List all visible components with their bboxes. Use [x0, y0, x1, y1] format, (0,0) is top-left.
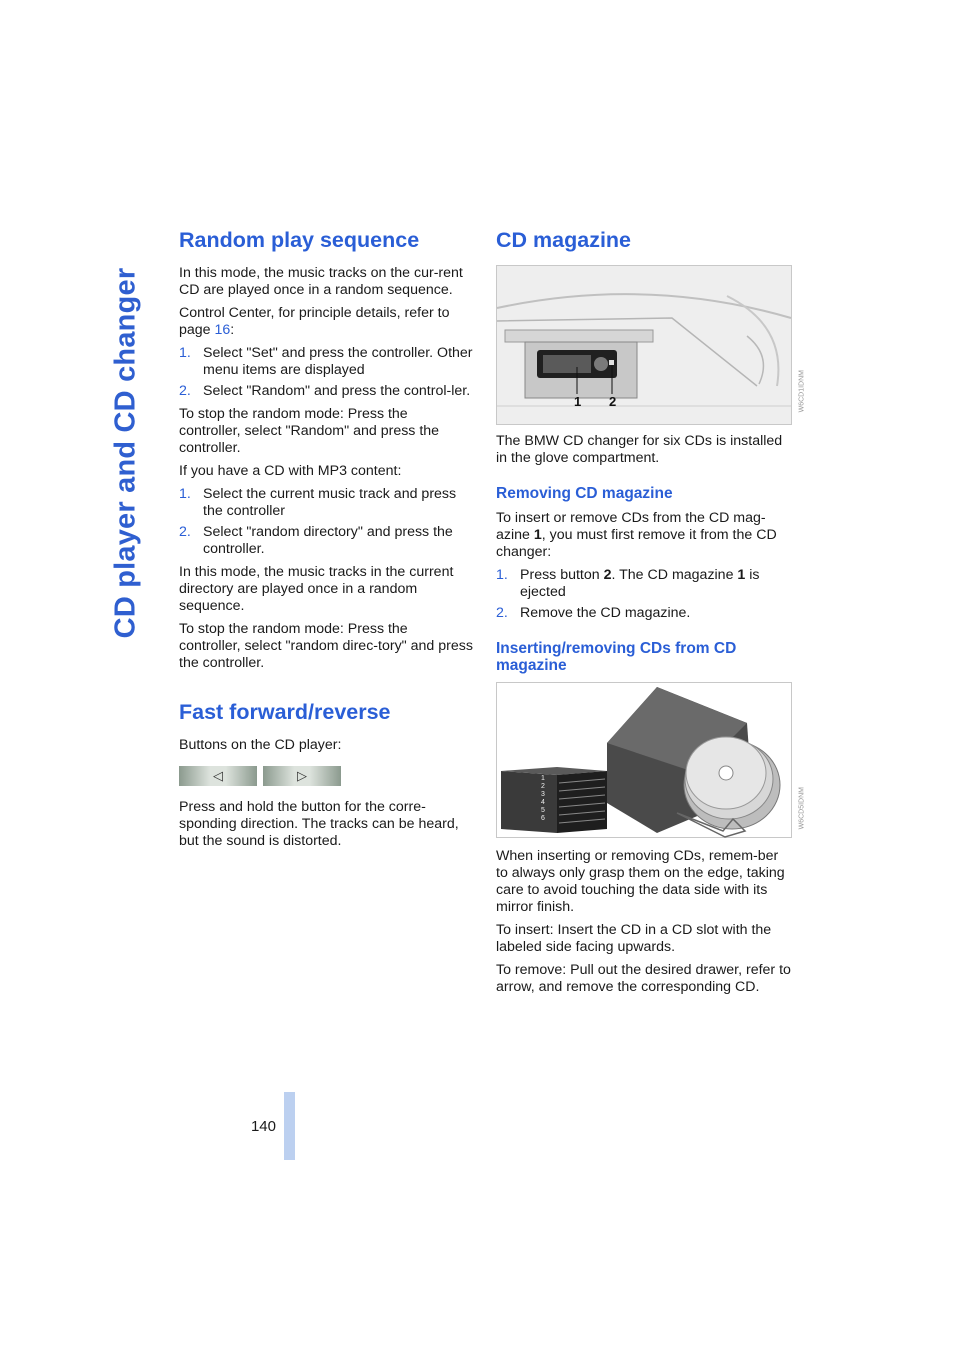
figure-code: W6CD1IDNM [798, 370, 805, 413]
list-item: 2. Select "Random" and press the control-ler. [179, 383, 471, 399]
mp3-steps [179, 486, 473, 558]
stop-random-directory-text: To stop the random mode: Press the controller, select "random direc-tory" and press the controller. [179, 621, 473, 671]
list-item: 1. Press button 2. The CD magazine 1 is ejected [496, 567, 760, 600]
inserting-heading: Inserting/removing CDs from CD magazine [496, 640, 737, 674]
side-title-text: CD player and CD changer [109, 267, 142, 639]
list-item: 2. Remove the CD magazine. [496, 605, 691, 621]
reverse-arrow-icon: ◁ [213, 768, 223, 783]
random-heading: Random play sequence [179, 228, 420, 252]
reverse-button[interactable] [179, 766, 257, 786]
removing-heading: Removing CD magazine [496, 485, 673, 502]
fast-forward-heading: Fast forward/reverse [179, 700, 391, 724]
left-column [179, 226, 473, 856]
side-title [104, 228, 148, 678]
cd-player-buttons [179, 766, 473, 786]
right-column [496, 226, 805, 1002]
page-marker-bar [284, 1092, 295, 1160]
hold-text: Press and hold the button for the corre-sponding direction. The tracks can be heard, but the sound is distorted. [179, 799, 459, 849]
page-link[interactable]: 16 [214, 322, 231, 338]
callout-1: 1 [574, 394, 582, 409]
remove-text: To remove: Pull out the desired drawer, refer to arrow, and remove the corresponding CD. [496, 962, 791, 995]
list-item: 2. Select "random directory" and press the controller. [179, 524, 453, 557]
insert-text: To insert: Insert the CD in a CD slot with the labeled side facing upwards. [496, 922, 772, 955]
magazine-figure [496, 682, 805, 838]
removing-text: To insert or remove CDs from the CD mag-azine 1, you must first remove it from the CD changer: [496, 510, 777, 560]
list-item: 1. Select the current music track and press the controller [179, 486, 457, 519]
mp3-mode-text: In this mode, the music tracks in the current directory are played once in a random sequence. [179, 564, 454, 614]
changer-intro: The BMW CD changer for six CDs is installed in the glove compartment. [496, 433, 783, 466]
random-steps [179, 345, 473, 400]
cd-magazine-heading: CD magazine [496, 228, 632, 252]
mp3-intro: If you have a CD with MP3 content: [179, 463, 402, 479]
forward-button[interactable] [263, 766, 341, 786]
stop-random-text: To stop the random mode: Press the controller, select "Random" and press the controller. [179, 406, 440, 456]
removing-steps [496, 567, 792, 622]
glove-compartment-illustration [497, 266, 791, 424]
random-intro: In this mode, the music tracks on the cur-rent CD are played once in a random sequence. [179, 265, 463, 298]
list-item: 1. Select "Set" and press the controller. Other menu items are displayed [179, 345, 473, 378]
control-center-text: Control Center, for principle details, refer to page 16: [179, 305, 450, 338]
forward-arrow-icon: ▷ [297, 768, 307, 783]
page-number: 140 [250, 1118, 276, 1135]
slot-numbers: 1 2 3 4 5 6 [541, 775, 545, 822]
callout-2: 2 [609, 394, 617, 409]
glove-compartment-figure [496, 265, 805, 425]
buttons-text: Buttons on the CD player: [179, 737, 342, 753]
figure-code: W6CD5IDNM [798, 787, 805, 830]
care-text: When inserting or removing CDs, remem-ber to always only grasp them on the edge, taking care to avoid touching the data side with its mirror finish. [496, 848, 785, 915]
